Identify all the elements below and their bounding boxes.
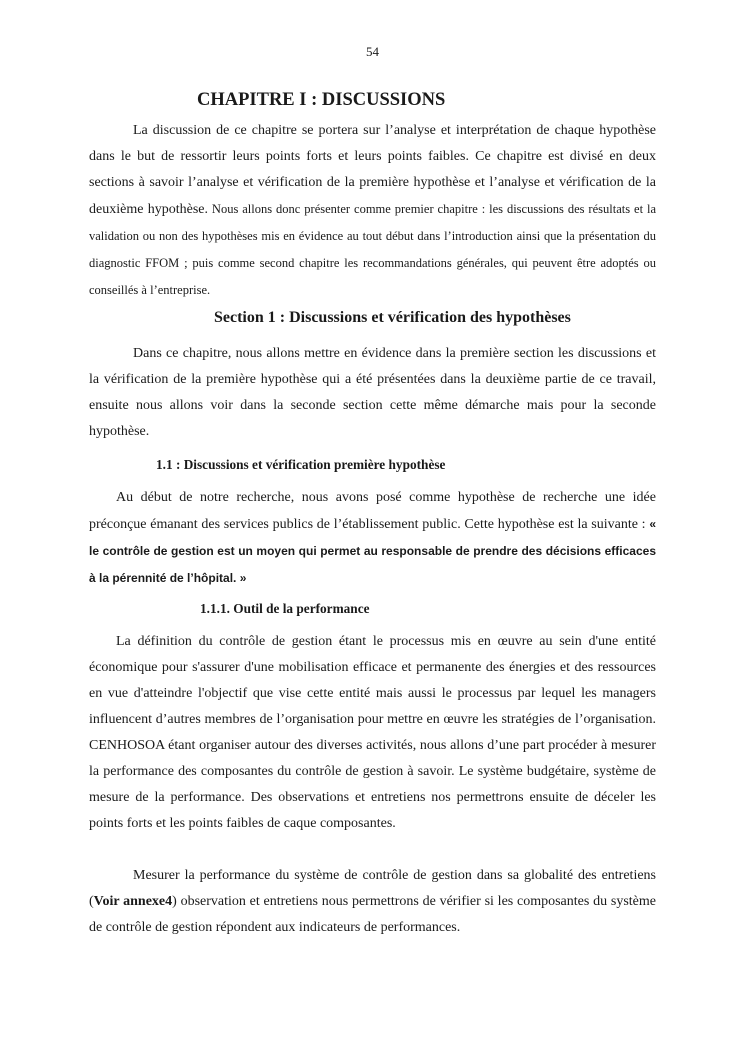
subsection-title-1-1-1: 1.1.1. Outil de la performance bbox=[200, 601, 370, 616]
performance-paragraph: La définition du contrôle de gestion étant le processus mis en œuvre au sein d'une entité économique pour s'assurer d'une mobilisation efficace et permanente des énergies et des ressources en vue d'atteindre l'objectif que vise cette entité mais aussi le processus par lequel les managers influencent d’autres membres de l’organisation pour mettre en œuvre les stratégies de l’organisation. CENHOSOA étant organiser autour des diverses activités, nous allons d’une part procéder à mesurer la performance des composantes du contrôle de gestion à savoir. Le système budgétaire, système de mesure de la performance. Des observations et entretiens nos permettrons ensuite de déceler les points forts et les points faibles de caque composantes. bbox=[89, 634, 656, 831]
hypothesis-quote: « le contrôle de gestion est un moyen qui permet au responsable de prendre des décisions efficaces à la pérennité de l’hôpital. » bbox=[89, 517, 656, 585]
page-number: 54 bbox=[366, 44, 379, 59]
annex-reference: Voir annexe4 bbox=[93, 894, 173, 909]
hypothesis-text: Au début de notre recherche, nous avons posé comme hypothèse de recherche une idée préconçue émanant des services publics de l’établissement public. Cette hypothèse est la suivante : bbox=[89, 490, 656, 532]
intro-paragraph bbox=[89, 118, 656, 304]
subsection-title-1-1: 1.1 : Discussions et vérification première hypothèse bbox=[156, 457, 446, 472]
intro-text-main: La discussion de ce chapitre se portera sur l’analyse et interprétation de chaque hypothèse dans le but de ressortir leurs points forts et leurs points faibles. Ce chapitre est divisé en deux sections à savoir l’analyse et vérification de la première hypothèse et l’analyse et vérification de la deuxième hypothèse. bbox=[89, 123, 656, 217]
final-text-after: ) observation et entretiens nous permettrons de vérifier si les composantes du système de contrôle de gestion répondent aux indicateurs de performances. bbox=[89, 894, 656, 935]
hypothesis-paragraph bbox=[89, 485, 656, 592]
section-intro-paragraph: Dans ce chapitre, nous allons mettre en évidence dans la première section les discussions et la vérification de la première hypothèse qui a été présentées dans la deuxième partie de ce travail, ensuite nous allons voir dans la seconde section cette même démarche mais pour la seconde hypothèse. bbox=[89, 346, 656, 439]
intro-text-small: Nous allons donc présenter comme premier chapitre : les discussions des résultats et la validation ou non des hypothèses mis en évidence au tout début dans l’introduction ainsi que la présentation du diagnostic FFOM ; puis comme second chapitre les recommandations générales, qui peuvent être adoptés ou conseillés à l’entreprise. bbox=[89, 202, 656, 297]
final-paragraph bbox=[89, 863, 656, 941]
final-text-before: Mesurer la performance du système de contrôle de gestion dans sa globalité des entretiens ( bbox=[89, 868, 656, 909]
chapter-title: CHAPITRE I : DISCUSSIONS bbox=[197, 90, 446, 110]
section-title: Section 1 : Discussions et vérification des hypothèses bbox=[214, 309, 571, 326]
